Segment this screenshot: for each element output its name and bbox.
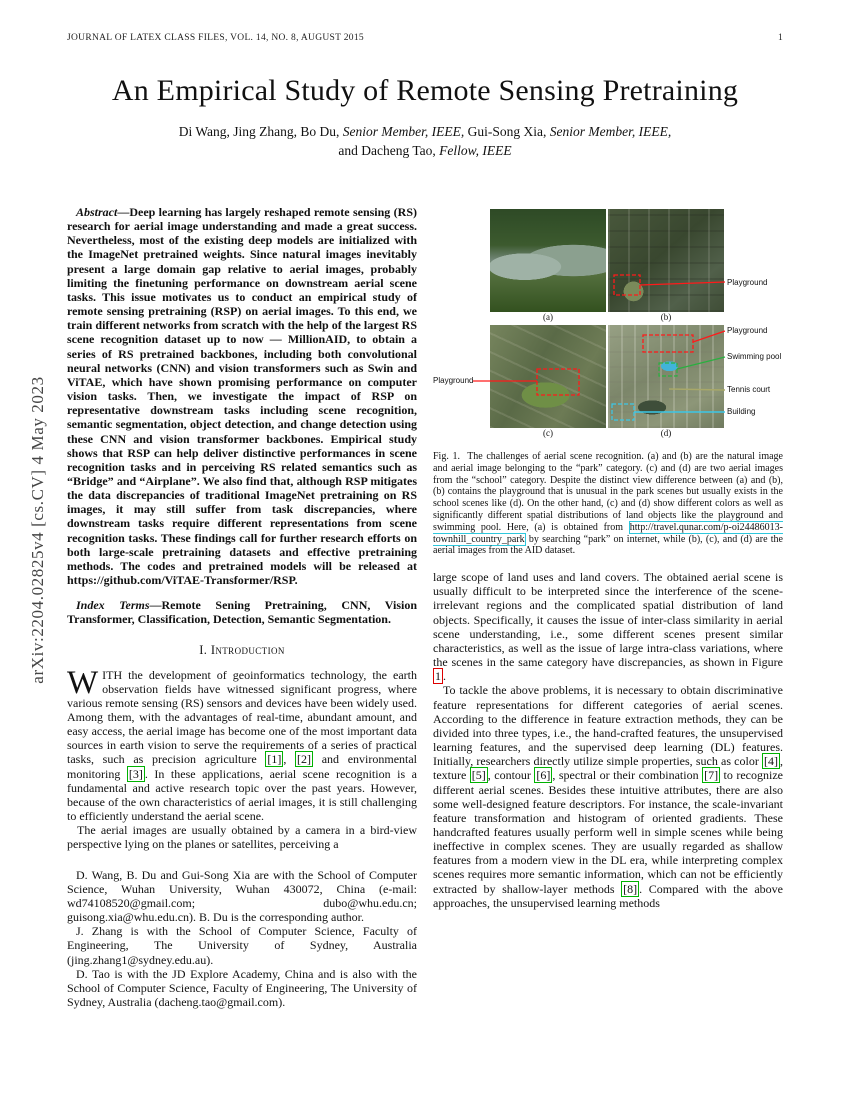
- footnote-affiliation-3: D. Tao is with the JD Explore Academy, China and is also with the School of Computer Science, Faculty of Engineering, The University of Sydney, Australia (dacheng.tao@gmail.com).: [67, 966, 417, 1009]
- authors-line-1: [60, 122, 790, 141]
- panel-label-a: (a): [543, 312, 553, 322]
- panel-label-c: (c): [543, 428, 553, 438]
- text-run: , texture: [433, 754, 783, 783]
- url-link[interactable]: http://travel.qunar.com/p-oi24486013-townhill_country_park: [433, 521, 783, 545]
- text-run: large scope of land uses and land covers. The obtained aerial scene is usually difficult to be interpreted since the interference of the scene-irrelevant regions and the complicated spatial distribution of land objects. Specifically, it causes the issue of inter-class similarity in aerial scene understanding, i.e., some different scenes present similar characteristics, as well as the issue of large intra-class variations, where the scenes in the same category have discrepancies, as shown in Figure: [433, 570, 783, 670]
- abstract: [67, 205, 417, 587]
- page-number: 1: [777, 33, 783, 43]
- figure-image-c-aerial-school: [490, 325, 606, 428]
- text-run: . Compared with the above approaches, the unsupervised learning methods: [433, 881, 783, 910]
- citation-link[interactable]: [2]: [297, 752, 312, 767]
- panel-label-d: (d): [660, 428, 672, 438]
- index-terms: [67, 598, 417, 626]
- intro-paragraph-1: [67, 664, 418, 824]
- arxiv-watermark: arXiv:2204.02825v4 [cs.CV] 4 May 2023: [28, 376, 47, 684]
- text-run: and Dacheng Tao,: [338, 143, 440, 158]
- section-heading-introduction: I. Introduction: [199, 642, 285, 657]
- panel-label-b: (b): [660, 312, 672, 322]
- annotation-label-playground-c: Playground: [433, 376, 474, 385]
- text-run: Di Wang, Jing Zhang, Bo Du,: [178, 124, 343, 139]
- figure-caption: [433, 451, 783, 557]
- figure-1: [433, 209, 783, 557]
- body-paragraph-2: [433, 683, 783, 910]
- figure-image-a-natural-park-photo: [490, 209, 606, 312]
- text-run: To tackle the above problems, it is necessary to obtain discriminative feature representations for different categories of aerial scenes. According to the difference in feature extraction methods, they can be divided into three types, i.e., the hand-crafted features, the unsupervised learning features, and the supervised deep learning (DL) features. Initially, researchers directly utilize simple properties, such as color: [433, 683, 783, 769]
- citation-link[interactable]: [7]: [704, 768, 719, 783]
- text-run: ,: [283, 752, 296, 767]
- body-paragraph-1: [433, 570, 783, 683]
- italic-text-run: Fellow, IEEE: [439, 143, 512, 158]
- authors-line-2: [60, 141, 790, 160]
- author-footnotes: [67, 868, 417, 1010]
- abstract-text: —Deep learning has largely reshaped remote sensing (RS) research for aerial image understanding and made a great success. Nevertheless, most of the existing deep models are initialized with the ImageNet pretrained weights. Since natural images inevitably present a large domain gap relative to aerial images, probably limiting the finetuning performance on downstream aerial scene tasks. This issue motivates us to conduct an empirical study of remote sensing pretraining (RSP) on aerial images. To this end, we train different networks from scratch with the help of the largest RS scene recognition dataset up to now — MillionAID, to obtain a series of RS pretrained backbones, including both convolutional neural networks (CNN) and vision transformers such as Swin and ViTAE, which have shown promising performance on computer vision tasks. Then, we investigate the impact of RSP on representative downstream tasks including scene recognition, semantic segmentation, object detection, and change detection using these CNN and vision transformer backbones. Empirical study shows that RSP can help deliver distinctive performances in scene recognition tasks and in perceiving RS related semantics such as “Bridge” and “Airplane”. We also find that, although RSP mitigates the data discrepancies of traditional ImageNet pretraining on RS images, it may still suffer from task discrepancies, where downstream tasks require different representations from scene recognition tasks. These findings call for further research efforts on both large-scale pretraining datasets and effective pretraining methods. The codes and pretrained models will be released at https://github.com/ViTAE-Transformer/RSP.: [67, 205, 417, 588]
- citation-link[interactable]: [8]: [623, 881, 638, 896]
- text-run: The aerial images are usually obtained by a camera in a bird-view perspective lying on the planes or satellites, perceiving a: [67, 823, 417, 852]
- text-run: Fig. 1. The challenges of aerial scene recognition. (a) and (b) are the natural image and aerial image belonging to the “park” category. (c) and (d) are two aerial images from the “school” category. Despite the distinct view difference between (a) and (b), (b) contains the playground that is unusual in the park scenes but usually exists in the school scenes like (d). On the other hand, (c) and (d) show different colors as well as significantly different spatial distributions of land objects like the playground and swimming pool. Here, (a) is obtained from: [433, 451, 783, 533]
- italic-text-run: Senior Member, IEEE,: [549, 124, 672, 139]
- footnote-affiliation-1: D. Wang, B. Du and Gui-Song Xia are with the School of Computer Science, Wuhan University, Wuhan 430072, China (e-mail: wd74108520@gmail.com; dubo@whu.edu.cn; guisong.xia@whu.edu.cn). B. Du is the corresponding author.: [67, 867, 417, 925]
- abstract-lead: Abstract: [76, 205, 118, 219]
- text-run: and environmental monitoring: [67, 752, 418, 781]
- text-run: to recognize different aerial scenes. Besides these intuitive attributes, there are also some well-designed feature descriptors. For instance, the scale-invariant feature transformation and histogram of oriented gradients. These handcrafted features usually perform well in simple scenes while being ineffective in complex scenes. They are usually regarded as shallow features from a modern view in the DL era, while interpreting complex scenes requires more semantic information, which can not be efficiently extracted by shallow-layer methods: [433, 768, 783, 896]
- footnote-affiliation-2: J. Zhang is with the School of Computer Science, Faculty of Engineering, The University of Sydney, Australia (jing.zhang1@sydney.edu.au).: [67, 924, 417, 967]
- annotation-label-playground-b: Playground: [727, 278, 768, 287]
- right-column: [433, 205, 783, 1009]
- annotation-label-building: Building: [727, 407, 756, 416]
- italic-text-run: Senior Member, IEEE,: [342, 124, 465, 139]
- annotation-label-tennis-court: Tennis court: [727, 385, 771, 394]
- index-terms-text: —Remote Sening Pretraining, CNN, Vision Transformer, Classification, Detection, Semantic Segmentation.: [67, 598, 417, 627]
- text-run: Gui-Song Xia,: [464, 124, 550, 139]
- text-run: , spectral or their combination: [552, 768, 703, 783]
- index-terms-lead: Index Terms: [76, 598, 150, 613]
- two-column-body: [67, 205, 783, 1009]
- intro-paragraph-2: [67, 823, 417, 851]
- text-run: ITH the development of geoinformatics technology, the earth observation fields have witnessed significant progress, where various remote sensing (RS) sensors and devices have been widely used. Among them, with the advantages of real-time, abundant amount, and easy access, the aerial image has become one of the most important data sources in earth vision to serve the requirements of a series of practical tasks, such as precision agriculture: [67, 667, 417, 767]
- figure-image-b-aerial-park: [608, 209, 724, 312]
- left-column: [67, 205, 417, 1009]
- text-run: . In these applications, aerial scene recognition is a fundamental and active research topic over the past years. However, because of the own characteristics of aerial images, it is still challenging to efficiently understand the aerial scene.: [67, 766, 417, 824]
- running-header: [67, 33, 783, 43]
- citation-link[interactable]: [6]: [536, 768, 551, 783]
- citation-link[interactable]: [1]: [267, 752, 282, 767]
- annotation-label-swimming-pool: Swimming pool: [727, 352, 782, 361]
- citation-link[interactable]: [3]: [128, 766, 143, 781]
- dropcap: W: [67, 664, 99, 701]
- text-run: .: [443, 669, 446, 684]
- text-run: by searching “park” on internet, while (b), (c), and (d) are the aerial images from the AID dataset.: [433, 533, 783, 557]
- paper-title: An Empirical Study of Remote Sensing Pretraining: [111, 74, 739, 107]
- citation-link[interactable]: [4]: [764, 754, 778, 769]
- annotation-label-playground-d: Playground: [727, 326, 768, 335]
- figure-grid: [433, 209, 783, 441]
- intro-paragraph-1-text: [67, 664, 418, 824]
- citation-link[interactable]: [5]: [471, 768, 486, 783]
- journal-name: JOURNAL OF LATEX CLASS FILES, VOL. 14, NO. 8, AUGUST 2015: [67, 33, 364, 43]
- figure-image-d-aerial-school: [608, 325, 724, 428]
- authors-block: [60, 122, 790, 160]
- figure-ref-link[interactable]: 1: [435, 669, 441, 684]
- text-run: , contour: [487, 768, 535, 783]
